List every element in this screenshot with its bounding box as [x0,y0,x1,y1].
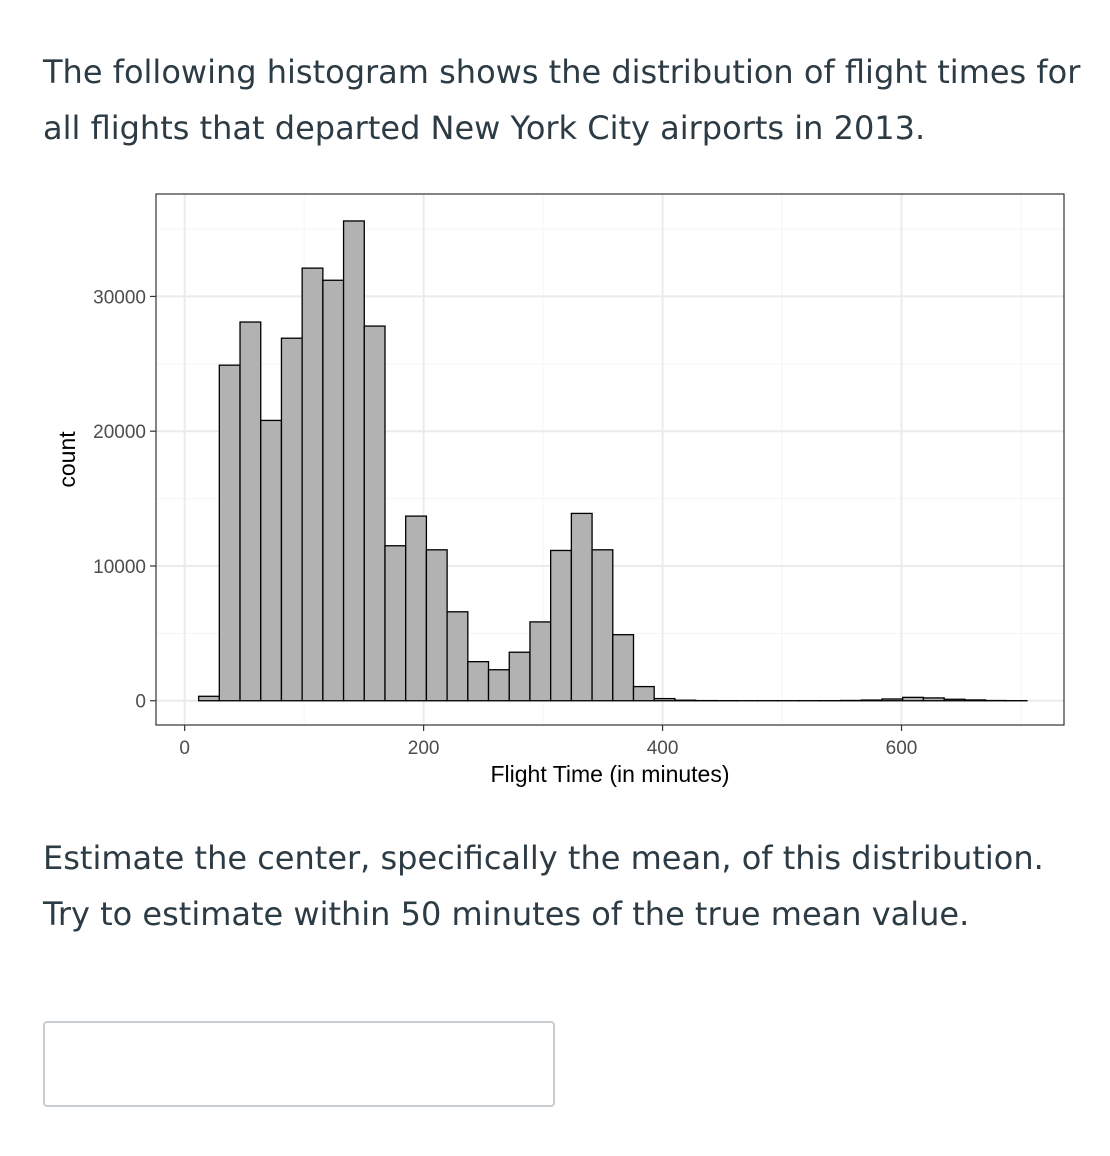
x-axis-title: Flight Time (in minutes) [490,761,730,787]
histogram-bar-34 [882,699,903,701]
x-axis [179,725,917,759]
histogram-bar-7 [323,280,344,700]
question-intro: The following histogram shows the distribution of flight times for all flights that departed New York City airports in 2013. [43,53,1081,147]
histogram-bar-33 [861,700,882,701]
histogram-bar-11 [406,516,427,701]
y-tick-label: 10000 [93,556,146,578]
y-axis [93,287,156,712]
x-tick-label: 0 [179,738,190,759]
histogram-bar-20 [592,550,613,701]
histogram-bar-12 [426,550,447,701]
y-tick-label: 20000 [93,422,146,444]
histogram-bar-37 [944,699,965,700]
histogram-bar-9 [364,326,385,701]
x-tick-label: 200 [407,738,440,759]
histogram-bar-21 [613,635,634,701]
answer-input[interactable] [43,1021,555,1107]
x-tick-label: 400 [646,738,679,759]
question-prompt: Estimate the center, specifically the mean, of this distribution. Try to estimate within 50 minutes of the true mean value. [43,839,1044,933]
histogram-bar-17 [530,622,551,701]
y-tick-label: 0 [135,691,146,713]
histogram-bar-6 [302,268,323,701]
histogram-bar-2 [219,365,240,701]
histogram-bar-8 [344,221,365,701]
histogram-bar-15 [489,670,510,701]
histogram-bar-35 [903,697,924,700]
histogram-bar-23 [654,699,675,701]
histogram-bars [199,221,1027,701]
histogram-bar-19 [571,513,592,700]
histogram-bar-16 [509,652,530,701]
y-axis-title: count [54,431,80,488]
histogram-bar-13 [447,612,468,701]
histogram-bar-4 [261,420,282,700]
histogram-bar-36 [923,698,944,701]
histogram-bar-38 [965,700,986,701]
histogram-bar-24 [675,700,696,701]
histogram-bar-18 [551,550,572,700]
histogram-bar-1 [199,696,220,700]
x-tick-label: 600 [885,738,918,759]
histogram-bar-14 [468,662,489,701]
histogram-bar-10 [385,546,406,701]
histogram-bar-22 [634,687,655,701]
histogram-bar-3 [240,322,261,701]
histogram-bar-5 [281,338,302,701]
y-tick-label: 30000 [93,287,146,309]
histogram-chart [0,180,1110,800]
